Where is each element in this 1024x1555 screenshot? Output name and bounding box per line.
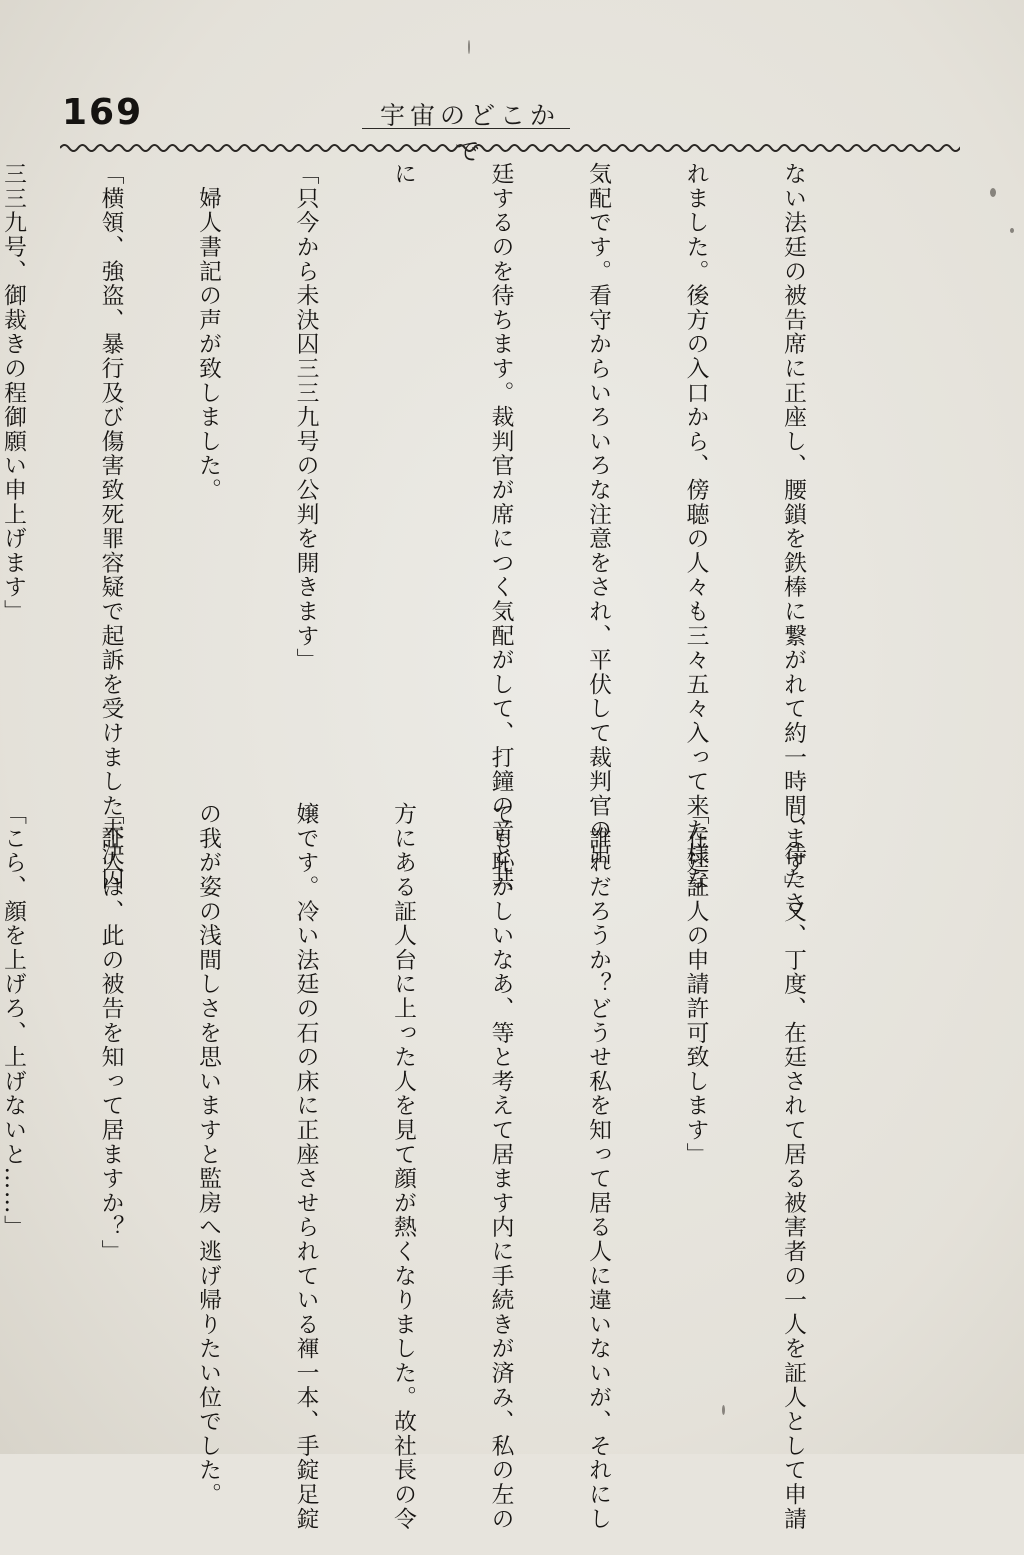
- text-column: ても恥かしいなあ、等と考えて居ます内に手続きが済み、私の左の: [487, 802, 514, 1531]
- text-column: 方にある証人台に上った人を見て顔が熱くなりました。故社長の令: [390, 802, 416, 1531]
- text-column: 「只今から未決囚三三九号の公判を開きます」: [292, 162, 319, 673]
- scan-speck: [468, 40, 470, 54]
- text-column: ない法廷の被告席に正座し、腰鎖を鉄棒に繋がれて約一時間、待たさ: [780, 162, 806, 916]
- scan-speck: [1010, 228, 1014, 233]
- running-title: 宇宙のどこかで: [379, 101, 560, 166]
- wavy-divider: [60, 142, 960, 154]
- text-column: 「在廷証人の申請許可致します」: [682, 802, 709, 1167]
- text-column: 気配です。看守からいろいろな注意をされ、平伏して裁判官の出: [585, 162, 611, 867]
- text-column: 「証人は、此の被告を知って居ますか？」: [97, 802, 124, 1264]
- text-block-lower: [0, 802, 874, 1531]
- page-number: 169: [62, 92, 144, 133]
- text-column: 「こら、顔を上げろ、上げないと……」: [0, 802, 26, 1240]
- text-column: 「横領、強盗、暴行及び傷害致死罪容疑で起訴を受けました未決囚: [97, 162, 124, 891]
- text-column: の我が姿の浅間しさを思いますと監房へ逃げ帰りたい位でした。: [195, 802, 221, 1507]
- text-column: 廷するのを待ちます。裁判官が席につく気配がして、打鐘の音と共: [487, 162, 514, 891]
- text-column: 三三九号、御裁きの程御願い申上げます」: [0, 162, 26, 624]
- scan-speck: [722, 1405, 725, 1415]
- text-column: に: [390, 162, 416, 187]
- text-column: 誰れだろうか？どうせ私を知って居る人に違いないが、それにし: [585, 802, 611, 1531]
- title-underline: [362, 128, 570, 129]
- scan-speck: [990, 188, 996, 197]
- text-column: れました。後方の入口から、傍聴の人々も三々五々入って来た様な: [682, 162, 709, 891]
- text-column: 婦人書記の声が致しました。: [195, 162, 221, 503]
- text-block-upper: [0, 162, 874, 916]
- text-column: 嬢です。冷い法廷の石の床に正座させられている褌一本、手錠足錠: [292, 802, 319, 1531]
- text-column: します」又、丁度、在廷されて居る被害者の一人を証人として申請: [780, 802, 806, 1531]
